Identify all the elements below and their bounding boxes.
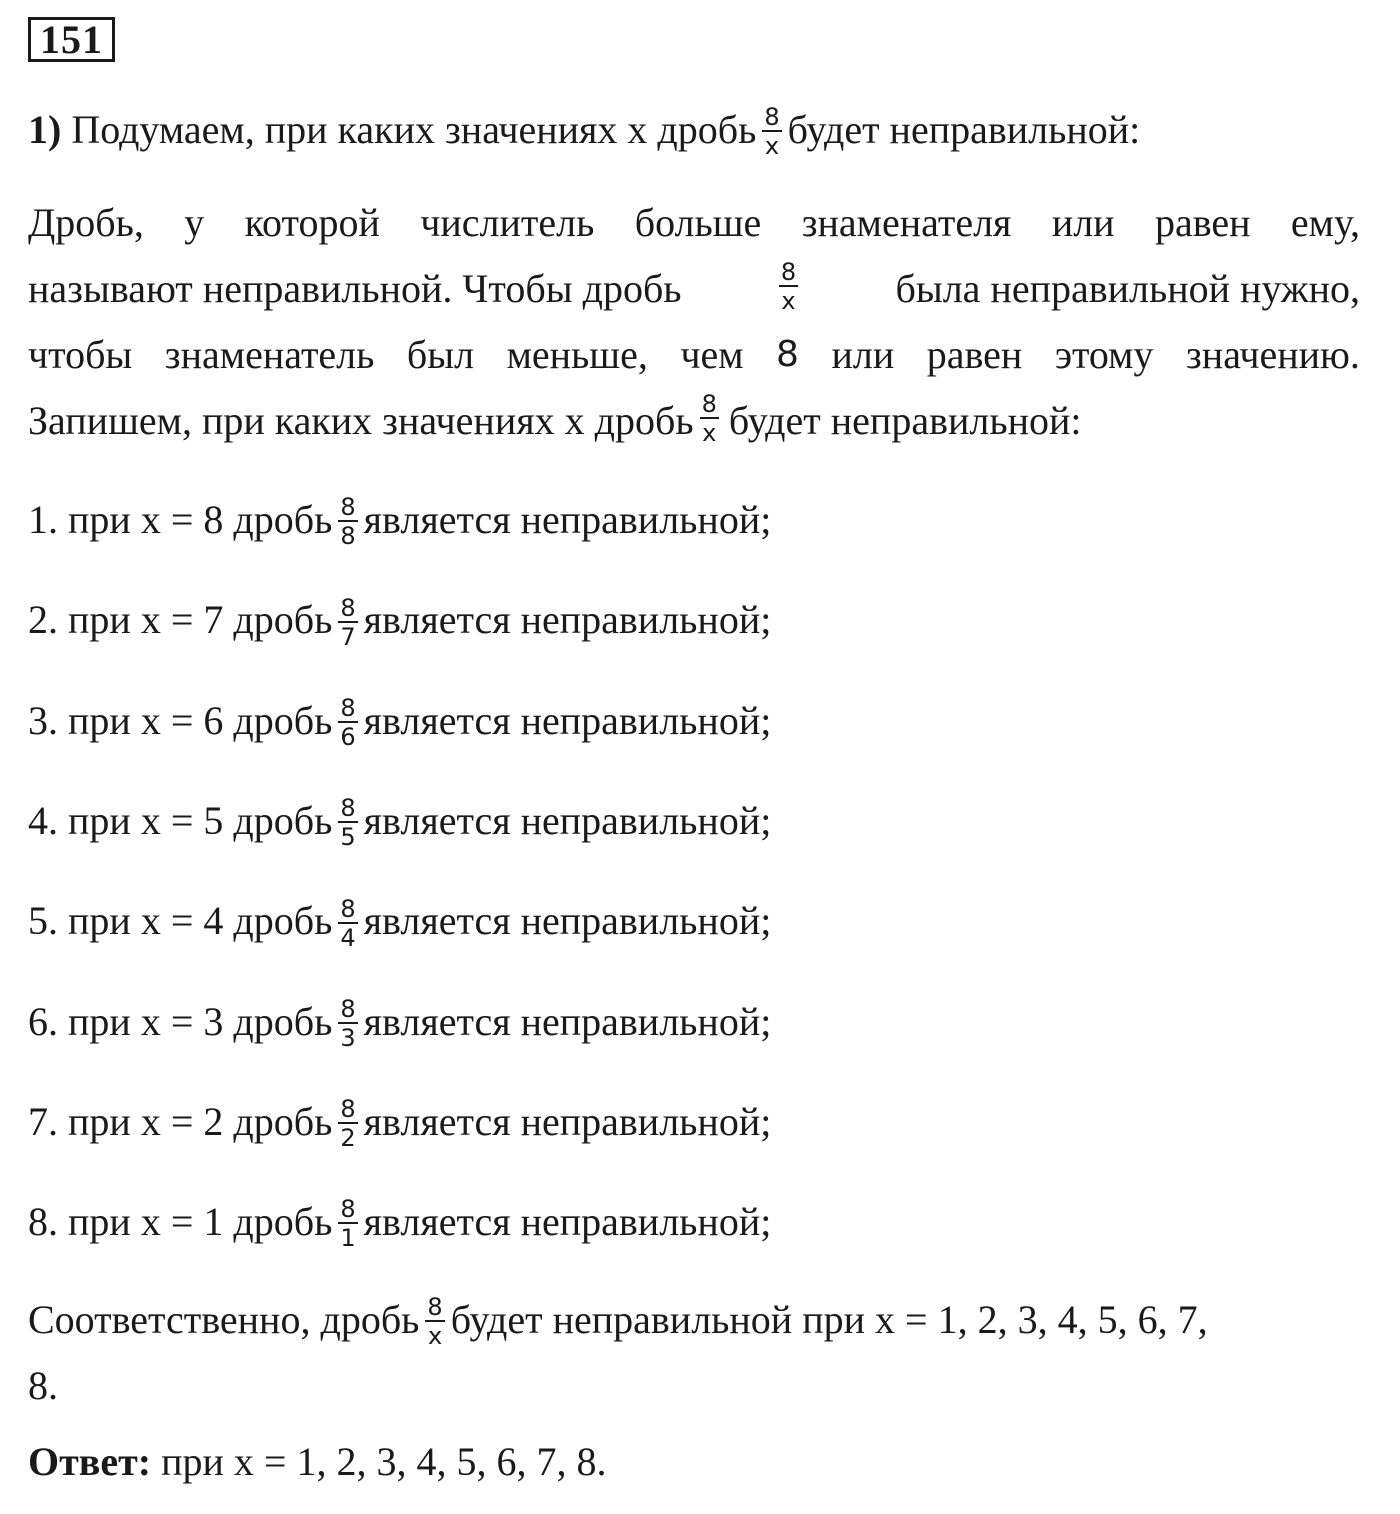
fraction-denominator: 1	[340, 1224, 356, 1253]
fraction-denominator: x	[764, 132, 780, 161]
fraction-denominator: 6	[340, 722, 356, 751]
paragraph-line-4	[28, 387, 1360, 453]
fraction-denominator: x	[781, 286, 796, 315]
list-item	[28, 994, 772, 1052]
definition-paragraph	[28, 189, 1360, 453]
fraction-numerator: 8	[780, 257, 797, 286]
list-item-prefix: 7. при x = 2 дробь	[28, 1098, 333, 1144]
fraction-8-over-x	[762, 103, 781, 161]
fraction-numerator: 8	[340, 794, 356, 823]
list-item-suffix: является неправильной;	[363, 697, 772, 743]
fraction-denominator: x	[702, 418, 717, 447]
paragraph-line-3-word: этому	[1054, 331, 1154, 377]
list-item	[28, 894, 772, 952]
list-item-suffix: является неправильной;	[363, 597, 772, 643]
list-item-prefix: 6. при x = 3 дробь	[28, 998, 333, 1044]
fraction	[338, 794, 357, 852]
fraction-numerator: 8	[764, 103, 780, 132]
fraction	[338, 493, 357, 551]
paragraph-line-1-word: Дробь,	[28, 199, 144, 245]
fraction-8-over-x	[425, 1293, 444, 1351]
list-item-suffix: является неправильной;	[363, 998, 772, 1044]
paragraph-line-3-word: знаменатель	[164, 331, 375, 377]
list-item	[28, 493, 772, 551]
paragraph-line-1-word: ему,	[1290, 199, 1360, 245]
conclusion-text-b: будет неправильной при x = 1, 2, 3, 4, 5, 6, 7,	[450, 1297, 1208, 1342]
fraction	[338, 693, 357, 751]
answer-text: при x = 1, 2, 3, 4, 5, 6, 7, 8.	[161, 1439, 607, 1484]
paragraph-line-3-word: меньше,	[506, 331, 648, 377]
list-item	[28, 1195, 772, 1253]
fraction	[338, 1095, 357, 1153]
answer-label: Ответ:	[28, 1439, 152, 1484]
list-item	[28, 794, 772, 852]
fraction-numerator: 8	[340, 894, 356, 923]
fraction-denominator: 7	[340, 622, 356, 651]
part1-intro-tail: будет неправильной:	[787, 107, 1141, 152]
fraction-numerator: 8	[340, 1195, 356, 1224]
list-item-suffix: является неправильной;	[363, 898, 772, 944]
paragraph-line-2-a: называют неправильной. Чтобы дробь	[28, 265, 682, 311]
fraction-denominator: 4	[340, 923, 356, 952]
part1-intro-line	[28, 103, 1141, 161]
fraction-denominator: 5	[340, 823, 356, 852]
fraction	[338, 894, 357, 952]
fraction-8-over-x	[700, 389, 719, 447]
list-item-suffix: является неправильной;	[363, 797, 772, 843]
fraction	[338, 994, 357, 1052]
paragraph-line-2	[28, 255, 1360, 321]
paragraph-line-3-word: был	[406, 331, 475, 377]
fraction-denominator: 8	[340, 522, 356, 551]
fraction-denominator: x	[427, 1322, 443, 1351]
fraction	[338, 1195, 357, 1253]
fraction-numerator: 8	[701, 389, 717, 418]
list-item-prefix: 8. при x = 1 дробь	[28, 1199, 333, 1245]
list-item	[28, 693, 772, 751]
conclusion-text-a: Соответственно, дробь	[28, 1297, 420, 1342]
paragraph-line-1-word: или	[1051, 199, 1115, 245]
fraction-denominator: 2	[340, 1124, 356, 1153]
paragraph-line-1-word: знаменателя	[801, 199, 1012, 245]
paragraph-line-1-word: больше	[634, 199, 762, 245]
conclusion-text-c: 8.	[28, 1363, 58, 1408]
paragraph-line-3	[28, 321, 1360, 387]
fraction-numerator: 8	[427, 1293, 443, 1322]
fraction-numerator: 8	[340, 693, 356, 722]
fraction-8-over-x	[779, 257, 798, 315]
paragraph-line-3-word: 8	[776, 333, 799, 375]
paragraph-line-2-b: была неправильной нужно,	[895, 265, 1360, 311]
list-item-suffix: является неправильной;	[363, 497, 772, 542]
fraction-numerator: 8	[340, 994, 356, 1023]
fraction-numerator: 8	[340, 493, 356, 522]
conclusion-line-1	[28, 1293, 1208, 1351]
list-item	[28, 593, 772, 651]
list-item-suffix: является неправильной;	[363, 1098, 772, 1144]
conclusion-line-2	[28, 1362, 58, 1410]
fraction-numerator: 8	[340, 593, 356, 622]
paragraph-line-3-word: чем	[680, 331, 744, 377]
paragraph-line-4-b: будет неправильной:	[728, 397, 1082, 443]
paragraph-line-3-word: или	[831, 331, 895, 377]
paragraph-line-1	[28, 189, 1360, 255]
paragraph-line-4-a: Запишем, при каких значениях x дробь	[28, 397, 694, 443]
list-item	[28, 1095, 772, 1153]
list-item-prefix: 1. при x = 8 дробь	[28, 497, 333, 542]
answer-line	[28, 1438, 606, 1486]
list-item-prefix: 3. при x = 6 дробь	[28, 697, 333, 743]
paragraph-line-1-word: у	[184, 199, 205, 245]
paragraph-line-1-word: которой	[244, 199, 380, 245]
part1-label: 1)	[28, 107, 62, 152]
fraction-denominator: 3	[340, 1023, 356, 1052]
list-item-prefix: 2. при x = 7 дробь	[28, 597, 333, 643]
paragraph-line-1-word: равен	[1154, 199, 1251, 245]
paragraph-line-3-word: чтобы	[28, 331, 133, 377]
list-item-prefix: 4. при x = 5 дробь	[28, 797, 333, 843]
paragraph-line-1-word: числитель	[420, 199, 595, 245]
fraction-numerator: 8	[340, 1095, 356, 1124]
list-item-suffix: является неправильной;	[363, 1199, 772, 1245]
part1-intro-text: Подумаем, при каких значениях x дробь	[71, 107, 757, 152]
paragraph-line-3-word: равен	[926, 331, 1023, 377]
list-item-prefix: 5. при x = 4 дробь	[28, 898, 333, 944]
paragraph-line-3-word: значению.	[1185, 331, 1360, 377]
task-number-box: 151	[28, 17, 115, 62]
fraction	[338, 593, 357, 651]
